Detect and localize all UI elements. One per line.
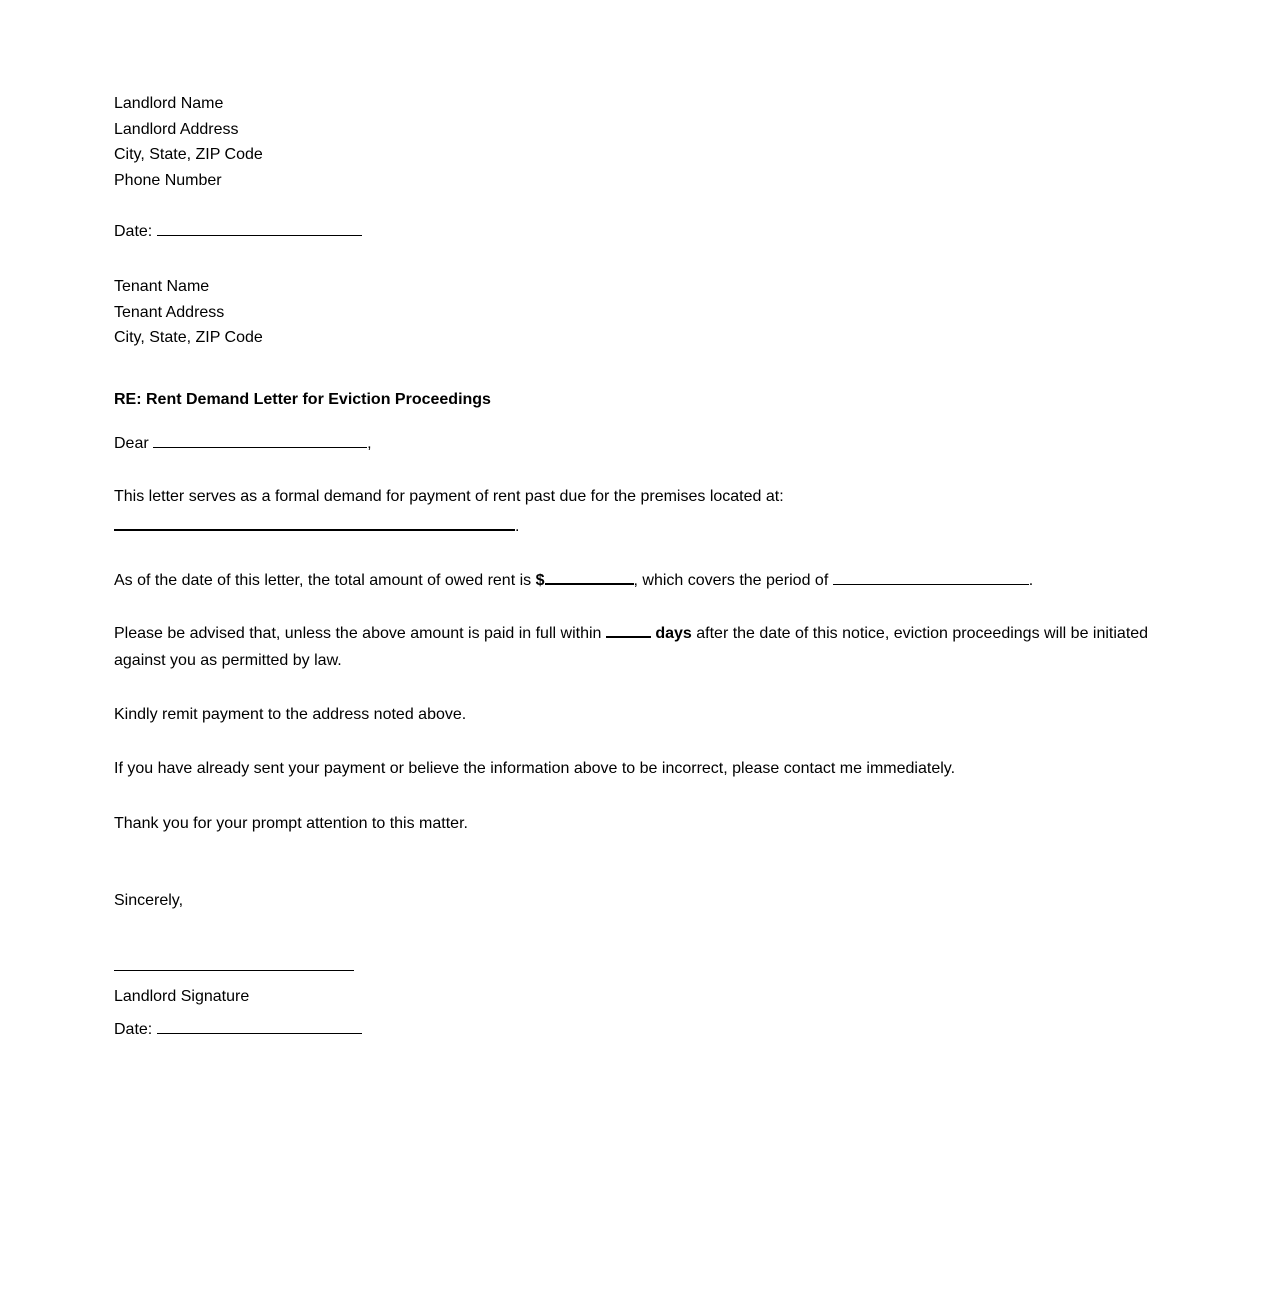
tenant-city-state-zip: City, State, ZIP Code	[114, 329, 263, 346]
paragraph-contact: If you have already sent your payment or believe the information above to be incorrect, please contact me immediately.	[114, 760, 956, 777]
notice-text-before: Please be advised that, unless the above amount is paid in full within	[114, 625, 602, 642]
signature-date-label: Date:	[114, 1021, 153, 1038]
landlord-address: Landlord Address	[114, 121, 239, 138]
landlord-city-state-zip: City, State, ZIP Code	[114, 146, 263, 163]
notice-text-after: after the date of this notice, eviction proceedings will be initiated against you as permitted by law.	[114, 625, 1149, 669]
salutation-prefix: Dear	[114, 435, 149, 452]
amount-end: .	[1028, 572, 1034, 589]
signature-line	[114, 956, 354, 977]
paragraph-amount	[114, 569, 1033, 591]
amount-text-before: As of the date of this letter, the total amount of owed rent is	[114, 572, 532, 589]
period-field[interactable]	[833, 570, 1029, 585]
landlord-phone: Phone Number	[114, 172, 222, 189]
paragraph-remit: Kindly remit payment to the address noted above.	[114, 706, 467, 723]
signature-date-line	[114, 1019, 362, 1040]
currency-symbol: $	[535, 572, 545, 589]
landlord-name: Landlord Name	[114, 95, 224, 112]
salutation	[114, 433, 372, 454]
date-label: Date:	[114, 223, 153, 240]
paragraph-eviction-notice	[114, 620, 1159, 674]
tenant-address: Tenant Address	[114, 304, 225, 321]
tenant-name: Tenant Name	[114, 278, 210, 295]
signature-date-field[interactable]	[157, 1019, 362, 1034]
amount-field[interactable]	[545, 569, 634, 585]
premises-line	[114, 515, 519, 537]
paragraph-thanks: Thank you for your prompt attention to this matter.	[114, 815, 468, 832]
signature-field[interactable]	[114, 956, 354, 971]
valediction: Sincerely,	[114, 892, 184, 909]
date-line	[114, 221, 362, 242]
days-label: days	[655, 625, 692, 642]
paragraph-premises: This letter serves as a formal demand for payment of rent past due for the premises located at:	[114, 488, 784, 505]
premises-end: .	[515, 518, 520, 535]
signature-label: Landlord Signature	[114, 988, 250, 1005]
tenant-name-field[interactable]	[153, 433, 367, 448]
days-field[interactable]	[606, 622, 651, 638]
subject-line: RE: Rent Demand Letter for Eviction Proceedings	[114, 391, 491, 408]
amount-text-middle: , which covers the period of	[633, 572, 829, 589]
salutation-suffix: ,	[367, 435, 372, 452]
date-field[interactable]	[157, 221, 362, 236]
premises-field[interactable]	[114, 515, 515, 531]
